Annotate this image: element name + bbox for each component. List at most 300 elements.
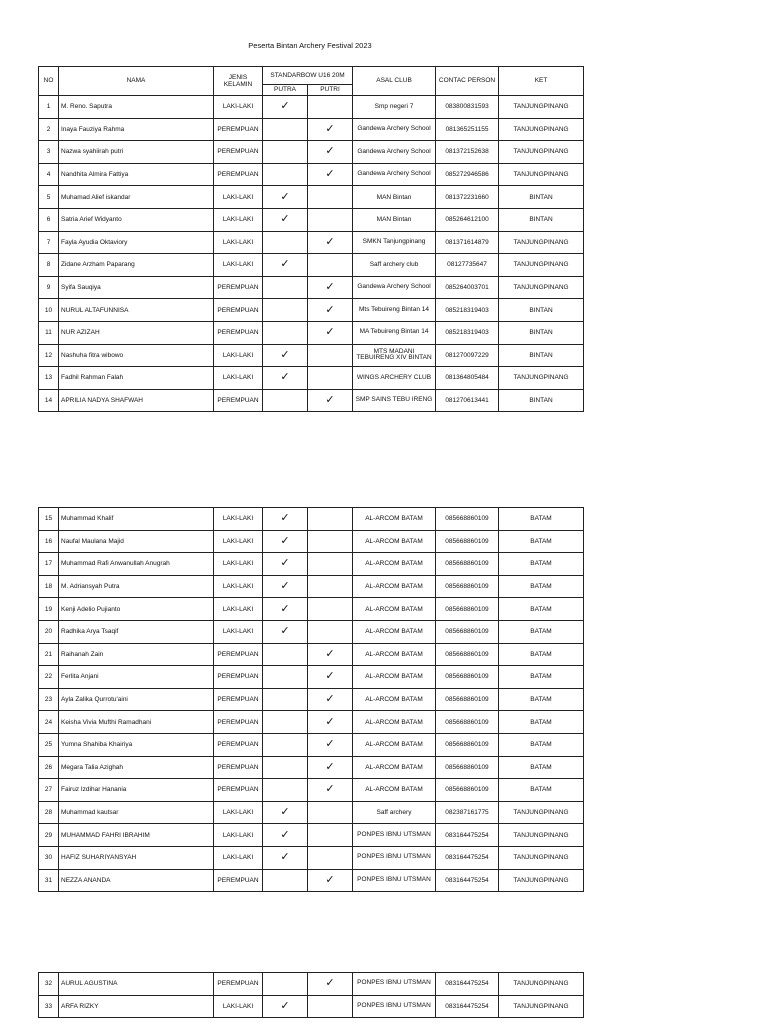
table-row [39,96,584,119]
cell-asal-club: SMP SAINS TEBU IRENG [353,389,436,412]
table-row [39,666,584,689]
cell-putra [263,321,308,344]
cell-nama: Zidane Arzham Paparang [59,254,214,277]
cell-nama: Nashuha fitra wibowo [59,344,214,367]
header-contact-person: CONTAC PERSON [436,67,499,96]
table-row [39,598,584,621]
cell-nama: Muhammad Rafi Anwanullah Anugrah [59,553,214,576]
cell-no: 26 [39,756,59,779]
cell-no: 13 [39,367,59,390]
table-row [39,141,584,164]
cell-contact-person: 085264612100 [436,208,499,231]
checkmark-icon: ✓ [280,190,290,203]
table-row [39,995,584,1018]
checkmark-icon: ✓ [325,394,335,407]
cell-nama: Muhammad kautsar [59,801,214,824]
cell-putri [308,688,353,711]
cell-jenis-kelamin: LAKI-LAKI [214,344,263,367]
checkmark-icon: ✓ [325,738,335,751]
table-row [39,846,584,869]
cell-putri [308,575,353,598]
cell-contact-person: 083164475254 [436,995,499,1018]
checkmark-icon: ✓ [280,557,290,570]
cell-no: 9 [39,276,59,299]
cell-ket: BATAM [499,666,584,689]
cell-asal-club: Gandewa Archery School [353,163,436,186]
cell-no: 18 [39,575,59,598]
cell-nama: APRILIA NADYA SHAFWAH [59,389,214,412]
header-asal-club: ASAL CLUB [353,67,436,96]
cell-putra [263,96,308,119]
cell-contact-person: 085668860109 [436,711,499,734]
cell-ket: TANJUNGPINANG [499,846,584,869]
cell-ket: BINTAN [499,321,584,344]
cell-jenis-kelamin: PEREMPUAN [214,389,263,412]
cell-putra [263,344,308,367]
cell-putra [263,208,308,231]
participants-table-2 [38,507,584,892]
cell-putra [263,163,308,186]
table-row [39,553,584,576]
cell-putra [263,389,308,412]
cell-putra [263,973,308,996]
table-row [39,756,584,779]
cell-nama: ARFA RIZKY [59,995,214,1018]
cell-no: 22 [39,666,59,689]
cell-ket: TANJUNGPINANG [499,995,584,1018]
cell-no: 28 [39,801,59,824]
checkmark-icon: ✓ [325,326,335,339]
cell-contact-person: 085668860109 [436,733,499,756]
cell-jenis-kelamin: LAKI-LAKI [214,254,263,277]
cell-putri [308,321,353,344]
cell-ket: TANJUNGPINANG [499,254,584,277]
header-putri: PUTRI [308,85,353,96]
table-row [39,208,584,231]
header-ket: KET [499,67,584,96]
cell-ket: BATAM [499,688,584,711]
cell-contact-person: 082387161775 [436,801,499,824]
cell-no: 10 [39,299,59,322]
table-row [39,801,584,824]
cell-jenis-kelamin: PEREMPUAN [214,973,263,996]
cell-no: 25 [39,733,59,756]
cell-no: 8 [39,254,59,277]
cell-jenis-kelamin: PEREMPUAN [214,688,263,711]
cell-contact-person: 081364805484 [436,367,499,390]
cell-contact-person: 085264003701 [436,276,499,299]
cell-putra [263,141,308,164]
cell-nama: Muhammad Khalif [59,508,214,531]
cell-asal-club: AL-ARCOM BATAM [353,688,436,711]
cell-putri [308,163,353,186]
cell-no: 17 [39,553,59,576]
cell-asal-club: PONPES IBNU UTSMAN [353,869,436,892]
cell-contact-person: 085272946586 [436,163,499,186]
cell-putri [308,186,353,209]
cell-ket: TANJUNGPINANG [499,973,584,996]
cell-jenis-kelamin: PEREMPUAN [214,163,263,186]
cell-putra [263,508,308,531]
cell-jenis-kelamin: PEREMPUAN [214,299,263,322]
cell-putra [263,779,308,802]
cell-ket: BATAM [499,779,584,802]
table-row [39,254,584,277]
cell-putra [263,756,308,779]
cell-jenis-kelamin: PEREMPUAN [214,321,263,344]
cell-contact-person: 085668860109 [436,688,499,711]
cell-putri [308,276,353,299]
cell-nama: Muhamad Alief iskandar [59,186,214,209]
checkmark-icon: ✓ [325,122,335,135]
cell-putra [263,299,308,322]
cell-asal-club: AL-ARCOM BATAM [353,530,436,553]
table-row [39,643,584,666]
cell-nama: Fadhil Rahman Falah [59,367,214,390]
cell-ket: BATAM [499,643,584,666]
cell-putra [263,276,308,299]
cell-putri [308,869,353,892]
cell-ket: BINTAN [499,344,584,367]
cell-putra [263,553,308,576]
table-row [39,344,584,367]
table-row [39,869,584,892]
header-putra: PUTRA [263,85,308,96]
checkmark-icon: ✓ [325,235,335,248]
cell-putri [308,733,353,756]
cell-contact-person: 081365251155 [436,118,499,141]
checkmark-icon: ✓ [325,670,335,683]
cell-asal-club: AL-ARCOM BATAM [353,575,436,598]
cell-no: 16 [39,530,59,553]
cell-jenis-kelamin: LAKI-LAKI [214,995,263,1018]
cell-contact-person: 085668860109 [436,756,499,779]
cell-jenis-kelamin: LAKI-LAKI [214,508,263,531]
table-row [39,973,584,996]
cell-putra [263,530,308,553]
cell-no: 24 [39,711,59,734]
cell-jenis-kelamin: LAKI-LAKI [214,575,263,598]
cell-no: 2 [39,118,59,141]
table-row [39,118,584,141]
header-standarbow: STANDARBOW U16 20M [263,67,353,85]
cell-putra [263,598,308,621]
cell-jenis-kelamin: LAKI-LAKI [214,186,263,209]
cell-contact-person: 083800831593 [436,96,499,119]
table-row [39,530,584,553]
cell-putri [308,598,353,621]
cell-nama: Naufal Maulana Majid [59,530,214,553]
table-row [39,299,584,322]
cell-ket: BINTAN [499,186,584,209]
cell-putri [308,367,353,390]
cell-asal-club: Saff archery club [353,254,436,277]
cell-nama: Nazwa syahiirah putri [59,141,214,164]
cell-asal-club: MTS MADANI TEBUIRENG XIV BINTAN [353,344,436,367]
checkmark-icon: ✓ [280,534,290,547]
table-row [39,231,584,254]
cell-putri [308,643,353,666]
cell-putri [308,995,353,1018]
cell-nama: Satria Arief Widyanto [59,208,214,231]
checkmark-icon: ✓ [280,580,290,593]
checkmark-icon: ✓ [325,303,335,316]
cell-no: 7 [39,231,59,254]
cell-no: 3 [39,141,59,164]
cell-putra [263,869,308,892]
cell-putri [308,96,353,119]
header-jenis-kelamin: JENIS KELAMIN [214,67,263,96]
cell-ket: TANJUNGPINANG [499,801,584,824]
checkmark-icon: ✓ [325,145,335,158]
cell-nama: Syifa Sauqiya [59,276,214,299]
cell-putra [263,666,308,689]
document-title: Peserta Bintan Archery Festival 2023 [248,41,372,50]
checkmark-icon: ✓ [280,806,290,819]
cell-ket: TANJUNGPINANG [499,118,584,141]
cell-no: 30 [39,846,59,869]
checkmark-icon: ✓ [280,999,290,1012]
cell-putra [263,995,308,1018]
cell-jenis-kelamin: LAKI-LAKI [214,96,263,119]
cell-putri [308,508,353,531]
table-row [39,163,584,186]
table-row [39,688,584,711]
cell-no: 5 [39,186,59,209]
cell-asal-club: Saff archery [353,801,436,824]
cell-asal-club: MA Tebuireng Bintan 14 [353,321,436,344]
cell-putri [308,846,353,869]
cell-nama: Fairuz Izdihar Hanania [59,779,214,802]
cell-putri [308,530,353,553]
cell-ket: TANJUNGPINANG [499,141,584,164]
cell-ket: TANJUNGPINANG [499,276,584,299]
cell-contact-person: 085668860109 [436,779,499,802]
cell-putra [263,367,308,390]
cell-ket: BATAM [499,553,584,576]
cell-no: 19 [39,598,59,621]
table-row [39,186,584,209]
cell-jenis-kelamin: LAKI-LAKI [214,801,263,824]
cell-ket: TANJUNGPINANG [499,367,584,390]
cell-asal-club: MAN Bintan [353,208,436,231]
cell-putri [308,254,353,277]
cell-putra [263,711,308,734]
cell-putra [263,824,308,847]
cell-contact-person: 085668860109 [436,666,499,689]
cell-nama: Keisha Vivia Mufthi Ramadhani [59,711,214,734]
cell-contact-person: 083164475254 [436,869,499,892]
cell-no: 15 [39,508,59,531]
cell-jenis-kelamin: LAKI-LAKI [214,231,263,254]
checkmark-icon: ✓ [280,258,290,271]
cell-putra [263,231,308,254]
cell-nama: Fayla Ayudia Oktaviory [59,231,214,254]
cell-putri [308,208,353,231]
cell-ket: BINTAN [499,389,584,412]
cell-contact-person: 081372231660 [436,186,499,209]
cell-jenis-kelamin: LAKI-LAKI [214,208,263,231]
cell-no: 11 [39,321,59,344]
cell-putri [308,553,353,576]
cell-nama: Kenji Adelio Pujianto [59,598,214,621]
cell-asal-club: SMKN Tanjungpinang [353,231,436,254]
checkmark-icon: ✓ [280,371,290,384]
table-row [39,276,584,299]
cell-no: 20 [39,620,59,643]
table-row [39,620,584,643]
cell-nama: NUR AZIZAH [59,321,214,344]
cell-jenis-kelamin: PEREMPUAN [214,276,263,299]
table-row [39,321,584,344]
cell-jenis-kelamin: LAKI-LAKI [214,598,263,621]
cell-nama: M. Adriansyah Putra [59,575,214,598]
cell-putri [308,824,353,847]
cell-asal-club: AL-ARCOM BATAM [353,643,436,666]
checkmark-icon: ✓ [280,828,290,841]
cell-nama: NURUL ALTAFUNNISA [59,299,214,322]
cell-no: 23 [39,688,59,711]
cell-ket: TANJUNGPINANG [499,231,584,254]
cell-putri [308,779,353,802]
cell-asal-club: Gandewa Archery School [353,118,436,141]
cell-ket: BATAM [499,620,584,643]
cell-putri [308,231,353,254]
cell-nama: HAFIZ SUHARIYANSYAH [59,846,214,869]
cell-no: 4 [39,163,59,186]
checkmark-icon: ✓ [325,693,335,706]
cell-ket: BATAM [499,508,584,531]
table-row [39,367,584,390]
cell-no: 31 [39,869,59,892]
cell-asal-club: PONPES IBNU UTSMAN [353,824,436,847]
cell-putri [308,118,353,141]
cell-nama: Radhika Arya Tsaqif [59,620,214,643]
cell-no: 12 [39,344,59,367]
cell-jenis-kelamin: LAKI-LAKI [214,553,263,576]
cell-ket: TANJUNGPINANG [499,96,584,119]
cell-putri [308,389,353,412]
cell-putri [308,620,353,643]
header-nama: NAMA [59,67,214,96]
cell-jenis-kelamin: LAKI-LAKI [214,367,263,390]
cell-asal-club: PONPES IBNU UTSMAN [353,995,436,1018]
participants-table-1 [38,66,584,412]
cell-jenis-kelamin: LAKI-LAKI [214,846,263,869]
cell-no: 33 [39,995,59,1018]
checkmark-icon: ✓ [280,851,290,864]
cell-asal-club: PONPES IBNU UTSMAN [353,846,436,869]
cell-putri [308,344,353,367]
cell-asal-club: Mts Tebuireng Bintan 14 [353,299,436,322]
cell-putra [263,254,308,277]
cell-no: 27 [39,779,59,802]
cell-asal-club: AL-ARCOM BATAM [353,553,436,576]
cell-ket: TANJUNGPINANG [499,869,584,892]
cell-no: 21 [39,643,59,666]
cell-ket: BATAM [499,756,584,779]
cell-asal-club: AL-ARCOM BATAM [353,598,436,621]
table-row [39,711,584,734]
checkmark-icon: ✓ [325,715,335,728]
cell-putri [308,711,353,734]
cell-asal-club: WINGS ARCHERY CLUB [353,367,436,390]
cell-contact-person: 081270097229 [436,344,499,367]
cell-contact-person: 083164475254 [436,973,499,996]
cell-asal-club: AL-ARCOM BATAM [353,756,436,779]
cell-nama: Ferlita Anjani [59,666,214,689]
table-row [39,779,584,802]
cell-putri [308,666,353,689]
cell-nama: Inaya Fauziya Rahma [59,118,214,141]
cell-jenis-kelamin: PEREMPUAN [214,711,263,734]
cell-jenis-kelamin: PEREMPUAN [214,141,263,164]
cell-jenis-kelamin: PEREMPUAN [214,756,263,779]
cell-asal-club: AL-ARCOM BATAM [353,508,436,531]
cell-putra [263,575,308,598]
cell-nama: Nandhita Almira Fattiya [59,163,214,186]
cell-no: 29 [39,824,59,847]
cell-jenis-kelamin: LAKI-LAKI [214,824,263,847]
cell-nama: Ayla Zalika Qurrotu'aini [59,688,214,711]
cell-putra [263,733,308,756]
cell-contact-person: 081372152638 [436,141,499,164]
cell-contact-person: 085668860109 [436,620,499,643]
cell-asal-club: AL-ARCOM BATAM [353,733,436,756]
cell-contact-person: 081371614879 [436,231,499,254]
cell-contact-person: 085668860109 [436,530,499,553]
cell-asal-club: AL-ARCOM BATAM [353,779,436,802]
header-no: NO [39,67,59,96]
cell-nama: AURUL AGUSTINA [59,973,214,996]
cell-contact-person: 085668860109 [436,553,499,576]
checkmark-icon: ✓ [325,168,335,181]
cell-asal-club: AL-ARCOM BATAM [353,620,436,643]
cell-contact-person: 085218319403 [436,321,499,344]
cell-contact-person: 085668860109 [436,575,499,598]
table-row [39,575,584,598]
table-row [39,733,584,756]
cell-ket: BATAM [499,575,584,598]
cell-jenis-kelamin: LAKI-LAKI [214,620,263,643]
cell-jenis-kelamin: PEREMPUAN [214,869,263,892]
cell-asal-club: PONPES IBNU UTSMAN [353,973,436,996]
table-row [39,508,584,531]
cell-contact-person: 083164475254 [436,846,499,869]
cell-nama: Yumna Shahiba Khairiya [59,733,214,756]
cell-ket: BINTAN [499,208,584,231]
cell-ket: BATAM [499,711,584,734]
cell-ket: BATAM [499,530,584,553]
cell-contact-person: 08127735647 [436,254,499,277]
cell-contact-person: 081270613441 [436,389,499,412]
checkmark-icon: ✓ [325,873,335,886]
cell-nama: Megara Talia Azighah [59,756,214,779]
cell-ket: TANJUNGPINANG [499,824,584,847]
cell-nama: M. Reno. Saputra [59,96,214,119]
cell-no: 6 [39,208,59,231]
cell-no: 1 [39,96,59,119]
checkmark-icon: ✓ [325,977,335,990]
checkmark-icon: ✓ [280,625,290,638]
table-row [39,824,584,847]
checkmark-icon: ✓ [280,512,290,525]
cell-jenis-kelamin: LAKI-LAKI [214,530,263,553]
cell-contact-person: 085218319403 [436,299,499,322]
checkmark-icon: ✓ [280,602,290,615]
cell-putri [308,756,353,779]
cell-nama: MUHAMMAD FAHRI IBRAHIM [59,824,214,847]
